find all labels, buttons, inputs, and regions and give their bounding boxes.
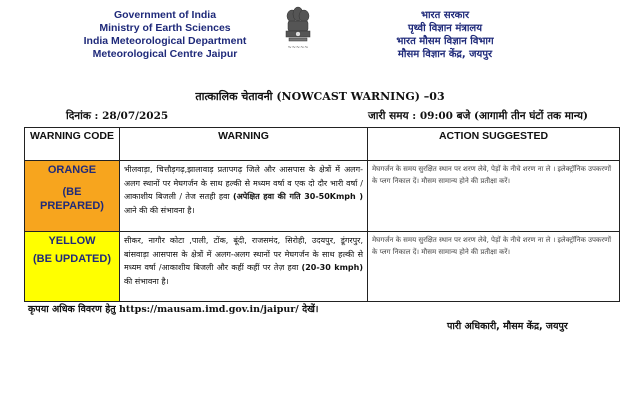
table-row xyxy=(25,232,620,302)
header-hi-line: पृथ्वी विज्ञान मंत्रालय xyxy=(407,23,483,34)
warning-text xyxy=(120,232,368,302)
header-hi-line: भारत मौसम विज्ञान विभाग xyxy=(396,36,494,47)
more-info-suffix: देखें। xyxy=(298,304,319,315)
warning-code-yellow xyxy=(25,232,120,302)
table-row xyxy=(25,161,620,232)
header-hindi xyxy=(345,9,545,61)
code-line: (BE xyxy=(62,186,82,198)
more-info-prefix: कृपया अधिक विवरण हेतु xyxy=(28,304,119,315)
header-en-line: Ministry of Earth Sciences xyxy=(99,22,231,34)
header-hi-line: मौसम विज्ञान केंद्र, जयपुर xyxy=(397,49,493,60)
warning-main: भीलवाड़ा, चित्तौड़गढ़,झालावाड़ प्रतापगढ़ जिले और आसपास के क्षेत्रों में अलग-अलग स्थानों पर मेघगर्जन के साथ हल्की से मध्यम वर्षा व एक दो दौर भारी वर्षा /आकाशीय बिजली / तेज सतही हवा xyxy=(124,165,363,201)
header-en-line: India Meteorological Department xyxy=(83,35,247,47)
code-line: YELLOW xyxy=(48,235,96,247)
warning-code-orange xyxy=(25,161,120,232)
header-english xyxy=(60,9,270,61)
warning-speed: (20-30 kmph) xyxy=(301,263,364,272)
svg-text:~~~~~: ~~~~~ xyxy=(287,45,309,51)
header-en-line: Government of India xyxy=(113,9,217,21)
more-info xyxy=(28,302,319,315)
header-warning: WARNING xyxy=(120,128,368,161)
document-title: तात्कालिक चेतावनी (NOWCAST WARNING) –03 xyxy=(195,90,445,103)
signature: पारी अधिकारी, मौसम केंद्र, जयपुर xyxy=(447,321,568,332)
warning-tail: आने की की संभावना है। xyxy=(124,205,195,215)
table-header-row xyxy=(25,128,620,161)
warning-tail: की संभावना है। xyxy=(124,276,169,286)
action-text: मेघगर्जन के समय सुरक्षित स्थान पर शरण लेवे, पेड़ों के नीचे शरण ना ले । इलेक्ट्रॉनिक उपकरणों के प्लग निकाल दें। मौसम सामान्य होने की प्रतीक्षा करें। xyxy=(368,232,620,302)
national-emblem-icon xyxy=(281,5,315,53)
action-text: मेघगर्जन के समय सुरक्षित स्थान पर शरण लेवे, पेड़ों के नीचे शरण ना ले । इलेक्ट्रॉनिक उपकरणों के प्लग निकाल दें। मौसम सामान्य होने की प्रतीक्षा करें। xyxy=(368,161,620,232)
code-line: (BE UPDATED) xyxy=(32,253,111,265)
issue-date: दिनांक : 28/07/2025 xyxy=(66,110,169,122)
code-line: PREPARED) xyxy=(40,200,104,212)
header-en-line: Meteorological Centre Jaipur xyxy=(92,48,238,60)
header-action: ACTION SUGGESTED xyxy=(368,128,620,161)
code-line: ORANGE xyxy=(47,164,97,176)
header-hi-line: भारत सरकार xyxy=(420,10,470,21)
issue-time: जारी समय : 09:00 बजे (आगामी तीन घंटों तक मान्य) xyxy=(368,110,588,122)
warning-table xyxy=(24,127,620,302)
imd-link[interactable]: https://mausam.imd.gov.in/jaipur/ xyxy=(119,304,299,315)
warning-text xyxy=(120,161,368,232)
warning-speed: (अपेक्षित हवा की गति 30-50Kmph ) xyxy=(233,192,363,201)
header-warning-code: WARNING CODE xyxy=(25,128,120,161)
warning-main: सीकर, नागौर कोटा ,पाली, टोंक, बूंदी, राजसमंद, सिरोही, उदयपुर, डूंगरपुर, बांसवाड़ा आसपास के क्षेत्रों में अलग-अलग स्थानों पर मेघगर्जन के साथ हल्की से मध्यम वर्षा /आकाशीय बिजली और कहीं कहीं पर तेज़ हवा xyxy=(124,236,363,272)
